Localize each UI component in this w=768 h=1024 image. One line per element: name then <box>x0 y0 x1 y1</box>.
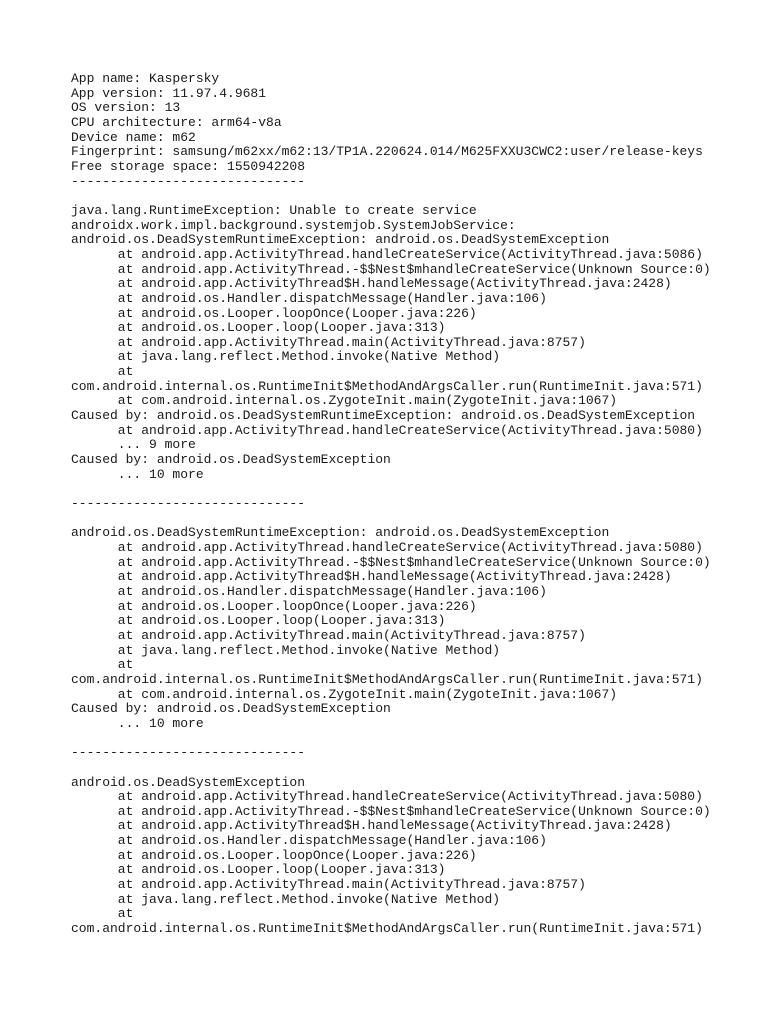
stack-trace-line: at android.os.Looper.loopOnce(Looper.java:226) <box>71 847 477 863</box>
stack-trace-line: at android.app.ActivityThread.main(ActivityThread.java:8757) <box>71 877 586 893</box>
stack-trace-line: at android.os.Handler.dispatchMessage(Handler.java:106) <box>71 583 547 599</box>
stack-trace-line: at android.os.Handler.dispatchMessage(Handler.java:106) <box>71 833 547 849</box>
stack-trace-line: at android.app.ActivityThread.main(ActivityThread.java:8757) <box>71 334 586 350</box>
stack-trace-line: ... 10 more <box>71 466 204 482</box>
blank-line <box>71 761 761 776</box>
stack-trace-block-3 <box>71 776 761 937</box>
stack-trace-line: at android.os.Looper.loopOnce(Looper.java:226) <box>71 305 477 321</box>
stack-trace-line: at <box>71 364 134 380</box>
stack-trace-line: at com.android.internal.os.ZygoteInit.main(ZygoteInit.java:1067) <box>71 686 618 702</box>
stack-trace-line: java.lang.RuntimeException: Unable to create service <box>71 202 477 218</box>
stack-trace-block-1 <box>71 204 761 482</box>
stack-trace-line: at android.app.ActivityThread.handleCreateService(ActivityThread.java:5080) <box>71 422 703 438</box>
stack-trace-line: ... 9 more <box>71 437 196 453</box>
blank-line <box>71 482 761 497</box>
stack-trace-line: androidx.work.impl.background.systemjob.SystemJobService: <box>71 217 516 233</box>
stack-trace-line: at java.lang.reflect.Method.invoke(Native Method) <box>71 642 501 658</box>
separator: ------------------------------ <box>71 173 306 189</box>
stack-trace-line: Caused by: android.os.DeadSystemException <box>71 701 391 717</box>
stack-trace-line: at <box>71 906 134 922</box>
device-info-section <box>71 72 761 175</box>
stack-trace-line: at com.android.internal.os.ZygoteInit.main(ZygoteInit.java:1067) <box>71 393 618 409</box>
stack-trace-line: at android.os.Looper.loop(Looper.java:313) <box>71 862 446 878</box>
stack-trace-line: at android.os.Looper.loop(Looper.java:313) <box>71 613 446 629</box>
device-name-line: Device name: m62 <box>71 129 196 145</box>
fingerprint-line: Fingerprint: samsung/m62xx/m62:13/TP1A.220624.014/M625FXXU3CWC2:user/release-keys <box>71 144 703 160</box>
stack-trace-line: at android.os.Looper.loopOnce(Looper.java:226) <box>71 598 477 614</box>
app-name-line: App name: Kaspersky <box>71 71 220 86</box>
stack-trace-line: ... 10 more <box>71 715 204 731</box>
stack-trace-line: at <box>71 657 134 673</box>
cpu-architecture-line: CPU architecture: arm64-v8a <box>71 114 282 130</box>
stack-trace-line: com.android.internal.os.RuntimeInit$MethodAndArgsCaller.run(RuntimeInit.java:571) <box>71 921 703 937</box>
stack-trace-block-2 <box>71 526 761 731</box>
stack-trace-line: android.os.DeadSystemRuntimeException: android.os.DeadSystemException <box>71 525 610 541</box>
os-version-line: OS version: 13 <box>71 100 181 116</box>
blank-line <box>71 512 761 527</box>
stack-trace-line: at android.app.ActivityThread.-$$Nest$mhandleCreateService(Unknown Source:0) <box>71 554 711 570</box>
app-version-line: App version: 11.97.4.9681 <box>71 85 267 101</box>
stack-trace-line: at android.app.ActivityThread.handleCreateService(ActivityThread.java:5086) <box>71 246 703 262</box>
stack-trace-line: at android.app.ActivityThread.-$$Nest$mhandleCreateService(Unknown Source:0) <box>71 261 711 277</box>
stack-trace-line: Caused by: android.os.DeadSystemException <box>71 452 391 468</box>
stack-trace-line: at android.app.ActivityThread$H.handleMessage(ActivityThread.java:2428) <box>71 569 672 585</box>
stack-trace-line: at android.app.ActivityThread.-$$Nest$mhandleCreateService(Unknown Source:0) <box>71 803 711 819</box>
stack-trace-line: at java.lang.reflect.Method.invoke(Native Method) <box>71 349 501 365</box>
crash-log-document <box>71 72 761 937</box>
stack-trace-line: android.os.DeadSystemException <box>71 774 306 790</box>
stack-trace-line: com.android.internal.os.RuntimeInit$MethodAndArgsCaller.run(RuntimeInit.java:571) <box>71 378 703 394</box>
stack-trace-line: at android.os.Handler.dispatchMessage(Handler.java:106) <box>71 290 547 306</box>
blank-line <box>71 189 761 204</box>
stack-trace-line: com.android.internal.os.RuntimeInit$MethodAndArgsCaller.run(RuntimeInit.java:571) <box>71 671 703 687</box>
blank-line <box>71 732 761 747</box>
stack-trace-line: Caused by: android.os.DeadSystemRuntimeException: android.os.DeadSystemException <box>71 408 696 424</box>
stack-trace-line: at android.app.ActivityThread.main(ActivityThread.java:8757) <box>71 627 586 643</box>
stack-trace-line: at java.lang.reflect.Method.invoke(Native Method) <box>71 891 501 907</box>
stack-trace-line: at android.app.ActivityThread$H.handleMessage(ActivityThread.java:2428) <box>71 276 672 292</box>
stack-trace-line: at android.app.ActivityThread$H.handleMessage(ActivityThread.java:2428) <box>71 818 672 834</box>
stack-trace-line: at android.app.ActivityThread.handleCreateService(ActivityThread.java:5080) <box>71 540 703 555</box>
free-storage-line: Free storage space: 1550942208 <box>71 158 306 174</box>
stack-trace-line: at android.app.ActivityThread.handleCreateService(ActivityThread.java:5080) <box>71 789 703 805</box>
stack-trace-line: at android.os.Looper.loop(Looper.java:313) <box>71 320 446 336</box>
separator: ------------------------------ <box>71 496 306 512</box>
separator: ------------------------------ <box>71 745 306 761</box>
stack-trace-line: android.os.DeadSystemRuntimeException: android.os.DeadSystemException <box>71 232 610 248</box>
